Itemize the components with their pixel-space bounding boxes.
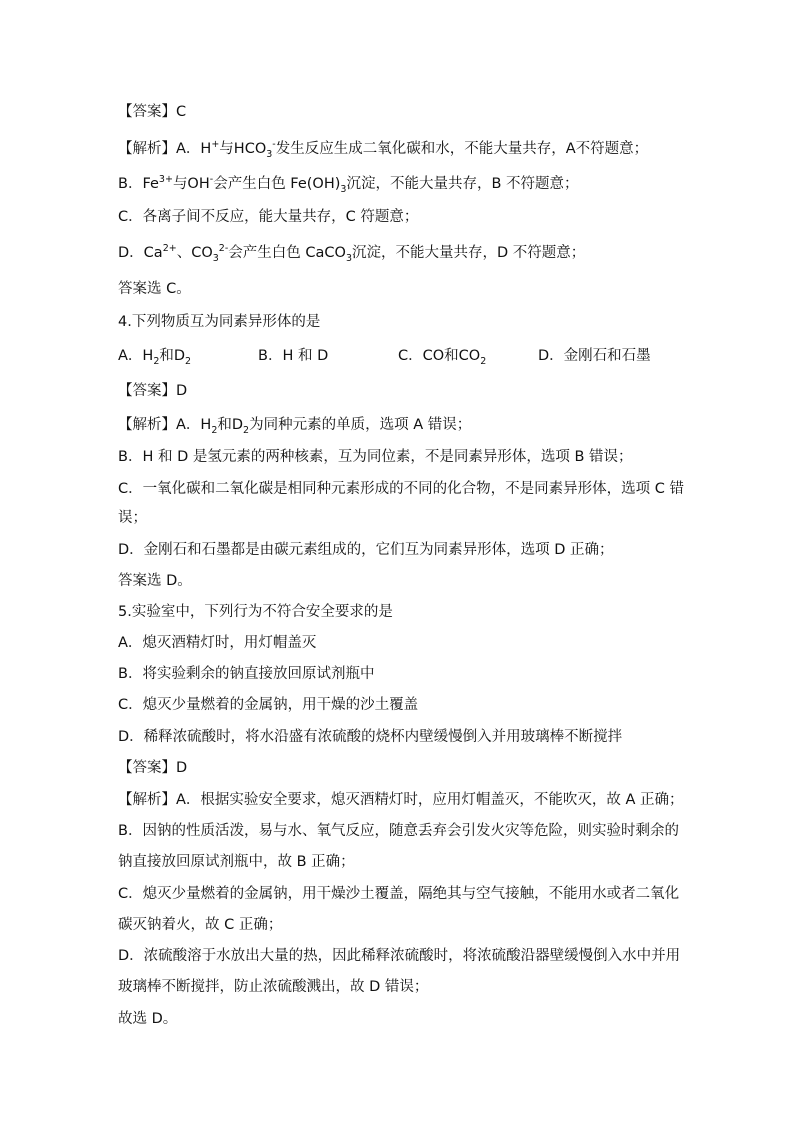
q5-analysis-c-1: C．熄灭少量燃着的金属钠，用干燥沙土覆盖，隔绝其与空气接触，不能用水或者二氧化 xyxy=(118,886,680,902)
answer-label: 【答案】 xyxy=(118,104,176,120)
q3-analysis-b: B．$Fe^{3+}$与OH-会产生白色 $Fe(OH)_3$沉淀，不能大量共存，B 不符题意； xyxy=(118,174,579,195)
analysis-label: 【解析】 xyxy=(118,417,176,433)
q4-analysis-c-1: C．一氧化碳和二氧化碳是相同种元素形成的不同的化合物，不是同素异形体，选项 C 错 xyxy=(118,481,684,497)
q4-answer xyxy=(118,381,678,401)
q5-conclusion: 故选 D。 xyxy=(118,1011,178,1027)
answer-value: D xyxy=(176,760,188,776)
q4-analysis-a: 【解析】A．$H_2$和$D_2$为同种元素的单质，选项 A 错误； xyxy=(118,417,472,436)
answer-value: C xyxy=(176,104,187,120)
q3-analysis-d: D．$Ca^{2+}$、$CO_3^{2-}$会产生白色 CaCO$_3$沉淀，不能大量共存，D 不符题意； xyxy=(118,243,586,264)
answer-label: 【答案】 xyxy=(118,383,176,399)
q5-analysis-c-2: 碳灭钠着火，故 C 正确； xyxy=(118,917,283,933)
q4-conclusion: 答案选 D。 xyxy=(118,573,192,589)
q3-analysis-a: 【解析】A．H+与$HCO_3^-$发生反应生成二氧化碳和水，不能大量共存，A不符题意； xyxy=(118,139,649,160)
q5-option-c: C．熄灭少量燃着的金属钠，用干燥的沙土覆盖 xyxy=(118,697,419,713)
q5-analysis-b-1: B．因钠的性质活泼，易与水、氧气反应，随意丢弃会引发火灾等危险，则实验时剩余的 xyxy=(118,823,679,839)
q5-analysis-b-2: 钠直接放回原试剂瓶中，故 B 正确； xyxy=(118,854,355,870)
answer-value: D xyxy=(176,383,188,399)
answer-label: 【答案】 xyxy=(118,760,176,776)
q4-analysis-b: B．H 和 D 是氢元素的两种核素，互为同位素，不是同素异形体，选项 B 错误； xyxy=(118,449,633,465)
q5-option-d: D．稀释浓硫酸时，将水沿盛有浓硫酸的烧杯内壁缓慢倒入并用玻璃棒不断搅拌 xyxy=(118,729,623,745)
q4-option-a: A．$H_2$和$D_2$ xyxy=(118,348,192,367)
analysis-label: 【解析】 xyxy=(118,792,176,808)
q5-option-b: B．将实验剩余的钠直接放回原试剂瓶中 xyxy=(118,666,375,682)
q5-answer xyxy=(118,758,678,778)
q5-analysis-a: 【解析】A．根据实验安全要求，熄灭酒精灯时，应用灯帽盖灭，不能吹灭，故 A 正确； xyxy=(118,792,684,808)
q4-option-d: D．金刚石和石墨 xyxy=(538,348,651,364)
q5-option-a: A．熄灭酒精灯时，用灯帽盖灭 xyxy=(118,635,317,651)
q4-analysis-d: D．金刚石和石墨都是由碳元素组成的，它们互为同素异形体，选项 D 正确； xyxy=(118,542,614,558)
q5-analysis-d-2: 玻璃棒不断搅拌，防止浓硫酸溅出，故 D 错误； xyxy=(118,979,429,995)
q5-analysis-d-1: D．浓硫酸溶于水放出大量的热，因此稀释浓硫酸时，将浓硫酸沿器壁缓慢倒入水中并用 xyxy=(118,948,681,964)
q3-analysis-c: C．各离子间不反应，能大量共存，C 符题意； xyxy=(118,209,419,225)
q4-options xyxy=(118,346,678,366)
q4-question: 4.下列物质互为同素异形体的是 xyxy=(118,314,321,330)
q3-answer xyxy=(118,102,678,122)
q4-option-b: B．H 和 D xyxy=(258,348,329,364)
q5-question: 5.实验室中，下列行为不符合安全要求的是 xyxy=(118,604,393,620)
q4-analysis-c-2: 误； xyxy=(118,510,147,526)
q3-conclusion: 答案选 C。 xyxy=(118,281,191,297)
analysis-label: 【解析】 xyxy=(118,141,176,157)
q4-option-c: C．CO和$CO_2$ xyxy=(398,348,487,367)
